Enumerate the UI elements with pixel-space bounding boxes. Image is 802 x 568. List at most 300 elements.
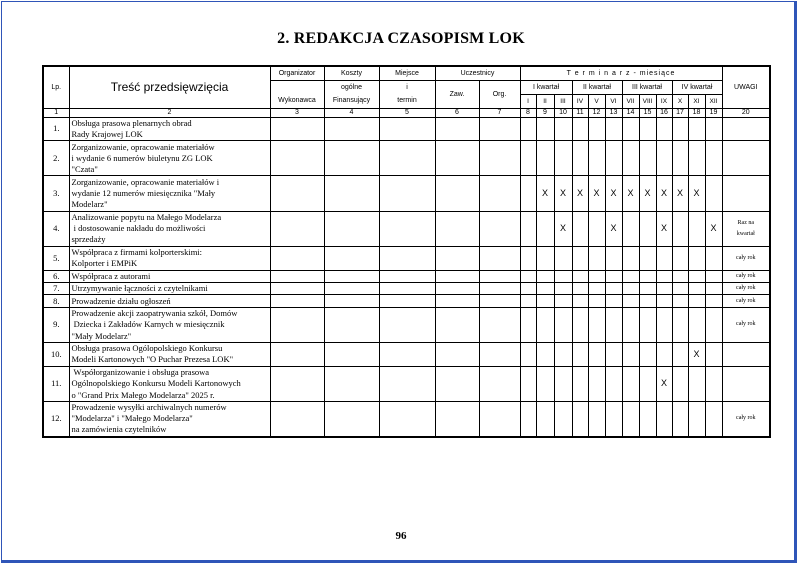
row-month-cell bbox=[536, 366, 554, 401]
row-month-cell bbox=[605, 283, 622, 295]
row-month-cell bbox=[705, 402, 722, 437]
column-number: 13 bbox=[605, 108, 622, 117]
row-description-line: Modeli Kartonowych "O Puchar Prezesa LOK" bbox=[71, 354, 234, 365]
row-month-cell: X bbox=[672, 176, 688, 211]
row-uwagi-line: cały rok bbox=[736, 254, 756, 261]
row-month-cell: X bbox=[622, 176, 639, 211]
row-month-cell bbox=[688, 283, 705, 295]
row-lp: 10. bbox=[43, 343, 69, 367]
row-empty-cell bbox=[270, 307, 324, 342]
row-month-cell bbox=[572, 402, 588, 437]
row-month-cell bbox=[588, 117, 605, 141]
row-month-cell bbox=[536, 283, 554, 295]
row-empty-cell bbox=[379, 176, 435, 211]
row-description-line: o "Grand Prix Małego Modelarza" 2025 r. bbox=[71, 389, 215, 400]
row-uwagi bbox=[722, 295, 770, 307]
row-description-line: Współpraca z autorami bbox=[71, 270, 151, 281]
row-month-cell bbox=[588, 211, 605, 246]
column-number: 20 bbox=[722, 108, 770, 117]
row-month-cell bbox=[622, 270, 639, 282]
row-month-cell bbox=[639, 117, 656, 141]
row-month-cell bbox=[639, 246, 656, 270]
column-number: 7 bbox=[479, 108, 520, 117]
row-empty-cell bbox=[379, 270, 435, 282]
header-organizator: Organizator bbox=[270, 66, 324, 80]
row-month-cell: X bbox=[656, 366, 672, 401]
row-month-cell bbox=[705, 366, 722, 401]
header-terminarz: T e r m i n a r z - miesiące bbox=[520, 66, 722, 80]
row-lp: 3. bbox=[43, 176, 69, 211]
row-month-cell bbox=[622, 117, 639, 141]
header-month: VIII bbox=[639, 94, 656, 108]
row-month-cell bbox=[688, 141, 705, 176]
row-month-cell bbox=[622, 307, 639, 342]
row-month-cell bbox=[639, 211, 656, 246]
column-number: 14 bbox=[622, 108, 639, 117]
row-description-line: Współorganizowanie i obsługa prasowa bbox=[71, 367, 210, 378]
table-row bbox=[43, 176, 770, 211]
row-month-cell bbox=[572, 283, 588, 295]
row-uwagi bbox=[722, 283, 770, 295]
row-month-cell bbox=[520, 295, 536, 307]
column-number: 3 bbox=[270, 108, 324, 117]
row-month-cell bbox=[705, 283, 722, 295]
row-month-cell bbox=[622, 343, 639, 367]
row-month-cell bbox=[656, 117, 672, 141]
row-description-line: "Modelarza" i "Małego Modelarza" bbox=[71, 413, 193, 424]
row-month-cell bbox=[639, 366, 656, 401]
table-row bbox=[43, 366, 770, 401]
row-description-line: Ogólnopolskiego Konkursu Modeli Kartonowych bbox=[71, 378, 241, 389]
row-month-cell bbox=[656, 402, 672, 437]
row-empty-cell bbox=[324, 295, 379, 307]
row-uwagi bbox=[722, 270, 770, 282]
row-month-cell bbox=[672, 307, 688, 342]
row-month-cell bbox=[572, 366, 588, 401]
row-description bbox=[69, 117, 270, 141]
row-month-cell bbox=[520, 211, 536, 246]
row-empty-cell bbox=[270, 343, 324, 367]
row-month-cell bbox=[639, 141, 656, 176]
row-month-cell bbox=[705, 246, 722, 270]
row-month-cell: X bbox=[605, 211, 622, 246]
row-month-cell bbox=[672, 402, 688, 437]
row-description-line: Rady Krajowej LOK bbox=[71, 128, 143, 139]
header-month: III bbox=[554, 94, 572, 108]
header-uczestnicy: Uczestnicy bbox=[435, 66, 520, 80]
column-number: 17 bbox=[672, 108, 688, 117]
row-month-cell bbox=[588, 295, 605, 307]
row-empty-cell bbox=[379, 366, 435, 401]
row-empty-cell bbox=[379, 402, 435, 437]
row-empty-cell bbox=[435, 366, 479, 401]
row-uwagi bbox=[722, 117, 770, 141]
row-month-cell: X bbox=[572, 176, 588, 211]
row-month-cell bbox=[536, 307, 554, 342]
table-row bbox=[43, 402, 770, 437]
header-month: VI bbox=[605, 94, 622, 108]
row-month-cell bbox=[554, 141, 572, 176]
row-uwagi bbox=[722, 176, 770, 211]
row-empty-cell bbox=[379, 283, 435, 295]
row-month-cell bbox=[705, 307, 722, 342]
row-month-cell bbox=[588, 402, 605, 437]
row-empty-cell bbox=[479, 307, 520, 342]
header-termin: termin bbox=[379, 94, 435, 108]
header-month: XII bbox=[705, 94, 722, 108]
row-lp: 6. bbox=[43, 270, 69, 282]
row-month-cell bbox=[656, 141, 672, 176]
row-empty-cell bbox=[270, 117, 324, 141]
header-month: VII bbox=[622, 94, 639, 108]
header-miejsce-i: i bbox=[379, 80, 435, 94]
row-month-cell bbox=[554, 283, 572, 295]
row-month-cell bbox=[672, 141, 688, 176]
row-description-line: Prowadzenie działu ogłoszeń bbox=[71, 295, 171, 306]
row-empty-cell bbox=[435, 176, 479, 211]
row-month-cell bbox=[588, 141, 605, 176]
row-empty-cell bbox=[324, 246, 379, 270]
table-row bbox=[43, 270, 770, 282]
row-description bbox=[69, 343, 270, 367]
header-month: X bbox=[672, 94, 688, 108]
table-row bbox=[43, 246, 770, 270]
row-month-cell bbox=[605, 246, 622, 270]
row-month-cell bbox=[536, 246, 554, 270]
table-row bbox=[43, 211, 770, 246]
row-description bbox=[69, 141, 270, 176]
row-month-cell bbox=[656, 307, 672, 342]
row-month-cell: X bbox=[688, 343, 705, 367]
row-empty-cell bbox=[479, 117, 520, 141]
row-month-cell bbox=[672, 295, 688, 307]
row-empty-cell bbox=[270, 295, 324, 307]
row-description-line: Zorganizowanie, opracowanie materiałów i bbox=[71, 176, 220, 187]
header-zaw: Zaw. bbox=[435, 80, 479, 108]
row-description-line: Zorganizowanie, opracowanie materiałów bbox=[71, 141, 215, 152]
table-row bbox=[43, 117, 770, 141]
row-description bbox=[69, 366, 270, 401]
header-uwagi: UWAGI bbox=[722, 66, 770, 108]
header-kwartal-3: III kwartał bbox=[622, 80, 672, 94]
row-empty-cell bbox=[324, 270, 379, 282]
row-month-cell bbox=[705, 176, 722, 211]
row-month-cell bbox=[554, 343, 572, 367]
row-month-cell bbox=[672, 270, 688, 282]
row-uwagi bbox=[722, 141, 770, 176]
header-month: IV bbox=[572, 94, 588, 108]
row-month-cell bbox=[705, 141, 722, 176]
row-month-cell bbox=[588, 270, 605, 282]
header-month: I bbox=[520, 94, 536, 108]
row-month-cell bbox=[688, 295, 705, 307]
row-month-cell: X bbox=[554, 211, 572, 246]
row-month-cell bbox=[639, 283, 656, 295]
row-month-cell bbox=[554, 402, 572, 437]
row-description-line: i wydanie 6 numerów biuletynu ZG LOK bbox=[71, 152, 213, 163]
row-month-cell bbox=[520, 270, 536, 282]
row-month-cell bbox=[588, 283, 605, 295]
row-month-cell bbox=[705, 295, 722, 307]
row-empty-cell bbox=[435, 343, 479, 367]
row-month-cell bbox=[656, 295, 672, 307]
row-description bbox=[69, 402, 270, 437]
row-month-cell bbox=[572, 117, 588, 141]
row-uwagi bbox=[722, 402, 770, 437]
row-month-cell bbox=[536, 270, 554, 282]
header-month: II bbox=[536, 94, 554, 108]
column-number: 18 bbox=[688, 108, 705, 117]
row-empty-cell bbox=[324, 343, 379, 367]
column-number: 10 bbox=[554, 108, 572, 117]
row-empty-cell bbox=[479, 283, 520, 295]
column-number: 12 bbox=[588, 108, 605, 117]
row-month-cell bbox=[520, 307, 536, 342]
row-month-cell bbox=[520, 117, 536, 141]
row-empty-cell bbox=[435, 270, 479, 282]
row-empty-cell bbox=[324, 366, 379, 401]
column-number: 19 bbox=[705, 108, 722, 117]
row-month-cell bbox=[672, 246, 688, 270]
row-month-cell bbox=[520, 366, 536, 401]
row-description-line: Prowadzenie akcji zaopatrywania szkół, Domów bbox=[71, 308, 238, 319]
row-month-cell bbox=[605, 141, 622, 176]
row-empty-cell bbox=[479, 246, 520, 270]
row-empty-cell bbox=[379, 246, 435, 270]
row-month-cell bbox=[639, 307, 656, 342]
row-empty-cell bbox=[435, 307, 479, 342]
row-empty-cell bbox=[479, 176, 520, 211]
row-description-line: "Mały Modelarz" bbox=[71, 330, 132, 341]
row-month-cell bbox=[622, 402, 639, 437]
row-description-line: Współpraca z firmami kolporterskimi: bbox=[71, 247, 203, 258]
row-month-cell bbox=[520, 402, 536, 437]
row-month-cell bbox=[572, 246, 588, 270]
row-empty-cell bbox=[324, 176, 379, 211]
header-ogolne: ogólne bbox=[324, 80, 379, 94]
header-lp: Lp. bbox=[43, 66, 69, 108]
row-month-cell bbox=[536, 343, 554, 367]
row-description bbox=[69, 246, 270, 270]
row-month-cell bbox=[536, 402, 554, 437]
row-empty-cell bbox=[479, 366, 520, 401]
row-month-cell: X bbox=[536, 176, 554, 211]
column-number: 6 bbox=[435, 108, 479, 117]
row-month-cell bbox=[688, 246, 705, 270]
row-empty-cell bbox=[379, 117, 435, 141]
column-number: 8 bbox=[520, 108, 536, 117]
row-empty-cell bbox=[379, 343, 435, 367]
row-month-cell bbox=[572, 343, 588, 367]
row-month-cell bbox=[554, 270, 572, 282]
row-month-cell bbox=[605, 117, 622, 141]
column-number-row bbox=[43, 108, 770, 117]
row-month-cell bbox=[588, 366, 605, 401]
row-description bbox=[69, 307, 270, 342]
row-empty-cell bbox=[270, 402, 324, 437]
table-row bbox=[43, 141, 770, 176]
row-month-cell: X bbox=[639, 176, 656, 211]
row-month-cell bbox=[605, 270, 622, 282]
row-description bbox=[69, 176, 270, 211]
row-empty-cell bbox=[435, 295, 479, 307]
row-month-cell bbox=[536, 141, 554, 176]
row-month-cell bbox=[588, 246, 605, 270]
row-empty-cell bbox=[270, 366, 324, 401]
table-row bbox=[43, 343, 770, 367]
row-empty-cell bbox=[324, 141, 379, 176]
column-number: 4 bbox=[324, 108, 379, 117]
row-month-cell bbox=[536, 117, 554, 141]
row-month-cell bbox=[656, 283, 672, 295]
header-org: Org. bbox=[479, 80, 520, 108]
row-empty-cell bbox=[435, 402, 479, 437]
header-month: XI bbox=[688, 94, 705, 108]
row-description-line: "Czata" bbox=[71, 163, 98, 174]
row-month-cell bbox=[605, 307, 622, 342]
row-month-cell: X bbox=[554, 176, 572, 211]
row-month-cell bbox=[688, 366, 705, 401]
row-month-cell bbox=[672, 117, 688, 141]
row-empty-cell bbox=[479, 211, 520, 246]
row-month-cell: X bbox=[656, 211, 672, 246]
row-month-cell bbox=[705, 343, 722, 367]
row-description-line: Prowadzenie wysyłki archiwalnych numerów bbox=[71, 402, 227, 413]
row-empty-cell bbox=[270, 270, 324, 282]
row-empty-cell bbox=[324, 402, 379, 437]
row-month-cell bbox=[622, 211, 639, 246]
row-month-cell bbox=[672, 343, 688, 367]
row-empty-cell bbox=[270, 246, 324, 270]
header-tresc: Treść przedsięwzięcia bbox=[69, 66, 270, 108]
row-empty-cell bbox=[479, 141, 520, 176]
row-empty-cell bbox=[435, 283, 479, 295]
row-month-cell bbox=[672, 211, 688, 246]
page-number: 96 bbox=[395, 530, 407, 542]
row-month-cell: X bbox=[705, 211, 722, 246]
row-month-cell bbox=[572, 270, 588, 282]
row-month-cell bbox=[705, 270, 722, 282]
row-uwagi-line: cały rok bbox=[736, 285, 756, 292]
row-month-cell bbox=[688, 117, 705, 141]
row-month-cell bbox=[554, 295, 572, 307]
row-uwagi-line: cały rok bbox=[736, 415, 756, 422]
row-month-cell: X bbox=[588, 176, 605, 211]
row-month-cell bbox=[572, 307, 588, 342]
row-month-cell: X bbox=[605, 176, 622, 211]
column-number: 9 bbox=[536, 108, 554, 117]
row-lp: 4. bbox=[43, 211, 69, 246]
column-number: 5 bbox=[379, 108, 435, 117]
row-month-cell bbox=[520, 283, 536, 295]
row-month-cell bbox=[656, 246, 672, 270]
row-month-cell bbox=[688, 307, 705, 342]
row-lp: 1. bbox=[43, 117, 69, 141]
row-uwagi-line: cały rok bbox=[736, 272, 756, 279]
row-uwagi bbox=[722, 246, 770, 270]
row-month-cell bbox=[639, 295, 656, 307]
table-row bbox=[43, 295, 770, 307]
row-month-cell bbox=[554, 366, 572, 401]
row-month-cell bbox=[554, 307, 572, 342]
row-month-cell bbox=[656, 270, 672, 282]
row-description-line: Obsługa prasowa Ogólopolskiego Konkursu bbox=[71, 343, 223, 354]
row-description-line: wydanie 12 numerów miesięcznika "Mały bbox=[71, 187, 216, 198]
row-description-line: Dziecka i Zakładów Karnych w miesięcznik bbox=[71, 319, 225, 330]
table-row bbox=[43, 283, 770, 295]
column-number: 2 bbox=[69, 108, 270, 117]
row-month-cell bbox=[622, 366, 639, 401]
row-month-cell: X bbox=[688, 176, 705, 211]
row-description bbox=[69, 211, 270, 246]
row-empty-cell bbox=[324, 307, 379, 342]
row-lp: 9. bbox=[43, 307, 69, 342]
table-row bbox=[43, 307, 770, 342]
page-title: 2. REDAKCJA CZASOPISM LOK bbox=[277, 30, 525, 47]
column-number: 1 bbox=[43, 108, 69, 117]
row-description-line: i dostosowanie nakładu do możliwości bbox=[71, 223, 206, 234]
row-uwagi bbox=[722, 343, 770, 367]
row-uwagi-line: cały rok bbox=[736, 297, 756, 304]
row-month-cell bbox=[688, 211, 705, 246]
row-month-cell bbox=[605, 366, 622, 401]
row-description-line: Modelarz" bbox=[71, 199, 108, 210]
row-month-cell bbox=[639, 270, 656, 282]
row-description-line: Utrzymywanie łączności z czytelnikami bbox=[71, 283, 208, 294]
row-description-line: Obsługa prasowa plenarnych obrad bbox=[71, 117, 192, 128]
row-lp: 7. bbox=[43, 283, 69, 295]
row-month-cell bbox=[605, 295, 622, 307]
row-empty-cell bbox=[270, 176, 324, 211]
row-empty-cell bbox=[435, 246, 479, 270]
row-description bbox=[69, 270, 270, 282]
column-number: 15 bbox=[639, 108, 656, 117]
row-month-cell bbox=[656, 343, 672, 367]
row-month-cell bbox=[605, 343, 622, 367]
row-empty-cell bbox=[270, 211, 324, 246]
row-month-cell bbox=[672, 366, 688, 401]
row-month-cell bbox=[622, 283, 639, 295]
row-empty-cell bbox=[479, 270, 520, 282]
row-empty-cell bbox=[379, 307, 435, 342]
header-wykonawca: Wykonawca bbox=[270, 94, 324, 108]
row-month-cell bbox=[605, 402, 622, 437]
row-lp: 12. bbox=[43, 402, 69, 437]
row-empty-cell bbox=[270, 141, 324, 176]
row-description bbox=[69, 283, 270, 295]
header-month: V bbox=[588, 94, 605, 108]
row-empty-cell bbox=[324, 117, 379, 141]
row-description-line: na zamówienia czytelników bbox=[71, 424, 167, 435]
header-kwartal-2: II kwartał bbox=[572, 80, 622, 94]
row-lp: 2. bbox=[43, 141, 69, 176]
row-uwagi bbox=[722, 366, 770, 401]
row-month-cell bbox=[672, 283, 688, 295]
row-lp: 5. bbox=[43, 246, 69, 270]
row-empty-cell bbox=[270, 283, 324, 295]
row-uwagi-line: Raz na bbox=[737, 219, 755, 226]
row-month-cell bbox=[639, 402, 656, 437]
header-finansujacy: Finansujący bbox=[324, 94, 379, 108]
header-kwartal-4: IV kwartał bbox=[672, 80, 722, 94]
row-description bbox=[69, 295, 270, 307]
row-empty-cell bbox=[379, 141, 435, 176]
row-empty-cell bbox=[379, 211, 435, 246]
row-empty-cell bbox=[324, 283, 379, 295]
row-uwagi bbox=[722, 211, 770, 246]
row-description-line: sprzedaży bbox=[71, 234, 106, 245]
row-empty-cell bbox=[379, 295, 435, 307]
